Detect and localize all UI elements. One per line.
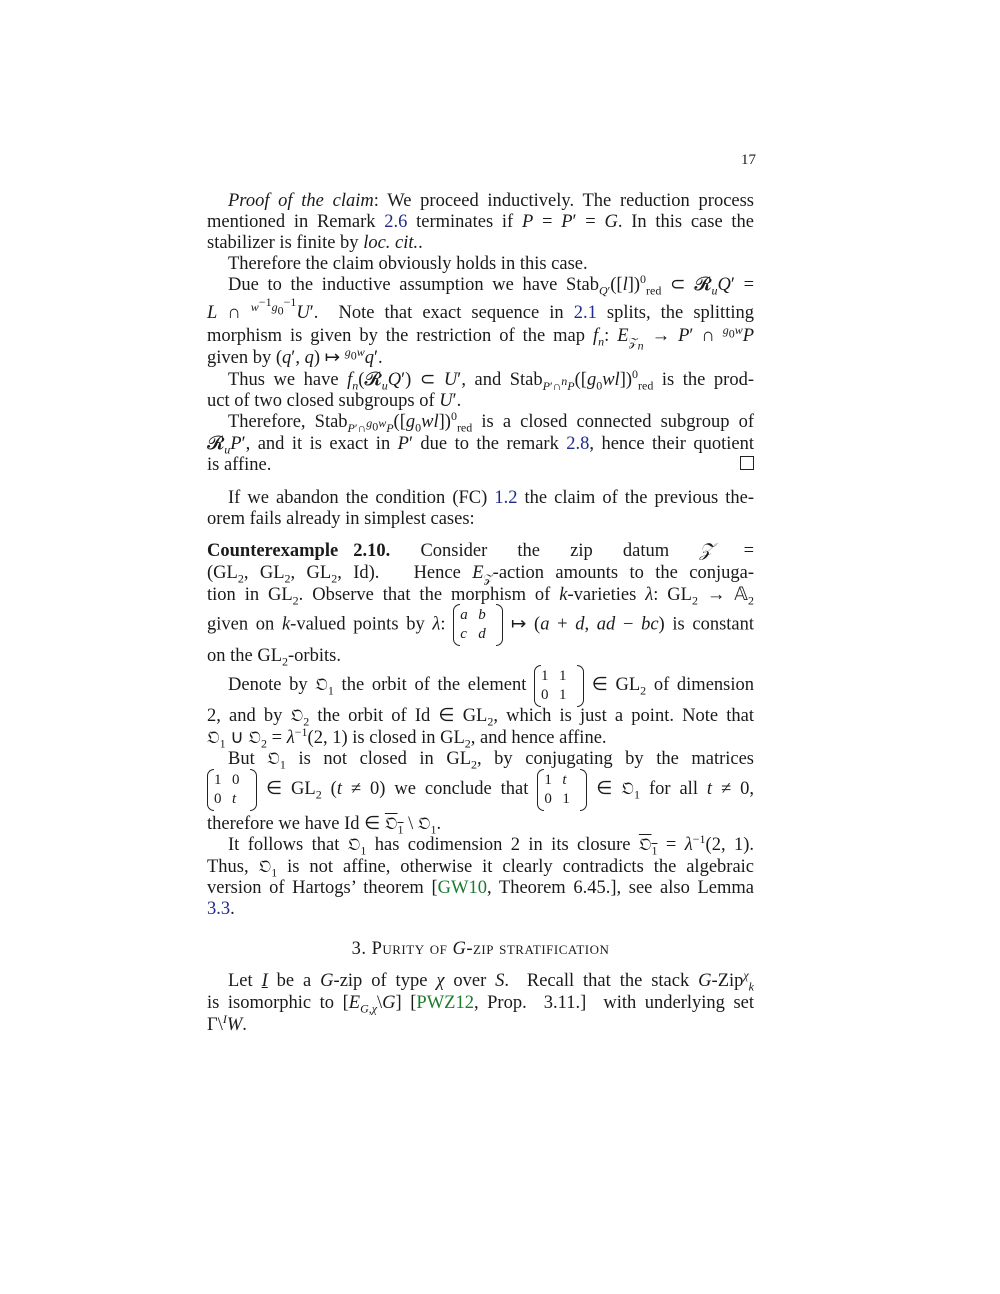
text-line: version of Hartogs’ theorem [GW10, Theorem 6.45.], see also Lemma xyxy=(207,878,754,898)
text-line: Proof of the claim: We proceed inductively. The reduction process xyxy=(228,191,755,211)
text-line: given on k-valued points by λ: a b c d ↦ (a + d, ad − bc) is constant xyxy=(207,607,755,642)
text-line: given by (q′, q) ↦ $^{g_0w}$q′. xyxy=(207,344,383,368)
text-line: uct of two closed subgroups of U′. xyxy=(207,391,462,411)
text-line: Therefore, $Stab_{P'\cap^{g_0w}P}([g_0wl])^0_{red}$ is a closed connected subgroup of xyxy=(228,408,754,435)
text-line: morphism is given by the restriction of the map $f_n$: $E_{𝒵_n} \to P'$ ∩ $^{g_0w}$P xyxy=(207,322,755,353)
text-line: mentioned in Remark 2.6 terminates if P = P′ = G. In this case the xyxy=(207,212,755,232)
text-line: 2, and by 𝔒$_2$ the orbit of Id ∈ $GL_2$, which is just a point. Note that xyxy=(207,706,754,729)
text-line: 𝔒$_1$ ∪ 𝔒$_2$ = $\lambda^{-1}(2$, 1) is closed in $GL_2$, and hence affine. xyxy=(207,724,607,751)
text-line: 1 0 0 t ∈ $GL_2$ (t ≠ 0) we conclude that 1 t 0 1 ∈ 𝔒$_1$ for all t ≠ 0, xyxy=(207,770,754,809)
text-line: If we abandon the condition (FC) 1.2 the claim of the previous the- xyxy=(228,488,754,508)
text-line: Γ\$^I$W. xyxy=(207,1011,247,1035)
text-line: Denote by 𝔒$_1$ the orbit of the element 1 1 0 1 ∈ $GL_2$ of dimension xyxy=(228,667,754,703)
matrix-unipotent-t: 1 t 0 1 xyxy=(537,771,587,809)
ref-link[interactable]: 2.6 xyxy=(384,212,408,232)
qed-symbol xyxy=(740,456,754,470)
text-line: ($GL_2$, $GL_2$, $GL_2$, Id). Hence $E_𝒵$-action amounts to the conjuga- xyxy=(207,563,754,586)
text-line: Counterexample 2.10. Consider the zip datum 𝒵 = xyxy=(207,541,754,561)
page-number: 17 xyxy=(741,152,756,168)
text-line: L ∩ $^{w^{-1}g_0^{-1}}$U′. Note that exact sequence in 2.1 splits, the splitting xyxy=(207,295,754,324)
matrix-abcd: a b c d xyxy=(453,606,503,644)
text-line: therefore we have Id ∈ 𝔒$_1$ \ 𝔒$_1$. xyxy=(207,814,442,837)
text-line: Due to the inductive assumption we have $Stab_{Q'}([l])^0_{red}$ ⊂ 𝓡$_u$Q′ = xyxy=(228,271,755,298)
text-line: is affine. xyxy=(207,455,272,475)
text-line: 3.3. xyxy=(207,899,235,919)
matrix-unipotent: 1 1 0 1 xyxy=(534,667,584,705)
ref-link[interactable]: 2.1 xyxy=(573,303,597,324)
text-line: Thus we have $f_n(𝓡_uQ')$ ⊂ U′, and $Stab_{P'\cap^nP}([g_0wl])^0_{red}$ is the prod- xyxy=(228,366,754,393)
section-heading: 3. Purity of G-zip stratification xyxy=(351,939,610,959)
text-line: It follows that 𝔒$_1$ has codimension 2 in its closure 𝔒$_1$ = $\lambda^{-1}(2$, 1). xyxy=(228,831,754,858)
text-line: 𝓡$_u$P′, and it is exact in P′ due to the remark 2.8, hence their quotient xyxy=(207,434,755,457)
text-line: orem fails already in simplest cases: xyxy=(207,509,475,529)
text-line: Therefore the claim obviously holds in this case. xyxy=(228,254,588,274)
ref-link[interactable]: 1.2 xyxy=(494,488,518,508)
proof-label: Proof of the claim xyxy=(228,191,374,211)
text-line: But 𝔒$_1$ is not closed in $GL_2$, by conjugating by the matrices xyxy=(228,749,755,772)
counterexample-label: Counterexample 2.10. xyxy=(207,541,391,561)
text-line: is isomorphic to $[E_{G,\chi}\backslash G]$ [PWZ12, Prop. 3.11.] with underlying set xyxy=(207,993,755,1016)
citation-link[interactable]: GW10 xyxy=(437,878,487,898)
ref-link[interactable]: 3.3 xyxy=(207,899,231,919)
text-line: Let I be a G-zip of type χ over S. Recall that the stack G-Zip$^\chi_k$ xyxy=(228,967,754,994)
text-line: tion in $GL_2$. Observe that the morphism of k-varieties λ: $GL_2$ → 𝔸$_2$ xyxy=(207,585,754,608)
ref-link[interactable]: 2.8 xyxy=(566,434,590,454)
text-line: Thus, 𝔒$_1$ is not affine, otherwise it clearly contradicts the algebraic xyxy=(207,857,755,880)
matrix-diag: 1 0 0 t xyxy=(207,771,257,809)
text-line: on the $GL_2$-orbits. xyxy=(207,646,341,669)
citation-link[interactable]: PWZ12 xyxy=(416,993,474,1013)
text-line: stabilizer is finite by loc. cit.. xyxy=(207,233,423,253)
